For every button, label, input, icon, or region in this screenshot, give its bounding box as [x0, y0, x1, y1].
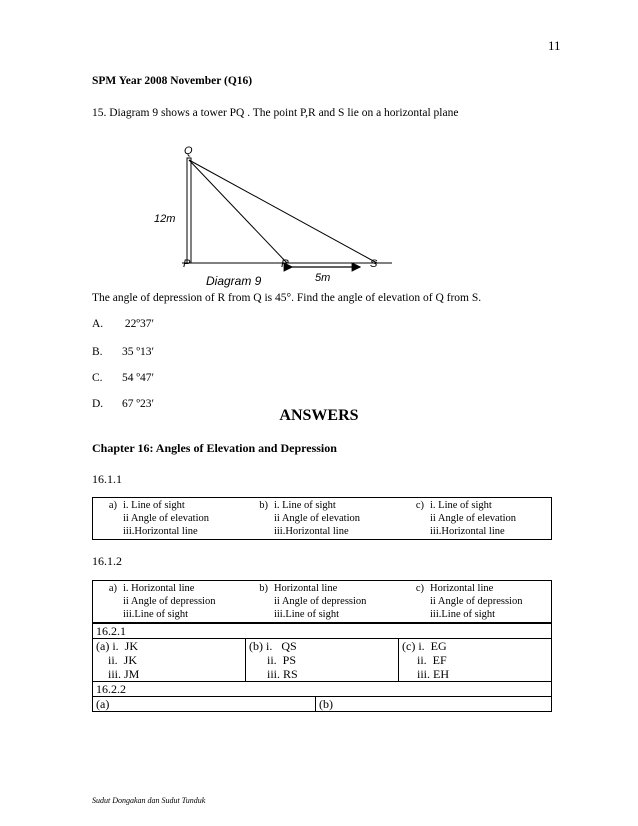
label-p: P — [183, 258, 191, 270]
answer-cell: c) Horizontal line ii Angle of depression iii.Line of sight — [415, 583, 523, 620]
option-d: D. 67 º23′ — [92, 398, 154, 410]
section-16-1-1-table — [92, 497, 552, 540]
tower — [187, 158, 191, 263]
answer-cell: c) i. Line of sight ii Angle of elevation iii.Horizontal line — [415, 500, 517, 537]
diagram-9 — [92, 130, 412, 290]
option-c: C. 54 º47′ — [92, 372, 154, 384]
label-q: Q — [184, 145, 193, 157]
answer-cell: (c) i. EG ii. EF iii. EH — [402, 639, 449, 681]
chapter-title: Chapter 16: Angles of Elevation and Depression — [92, 441, 337, 455]
section-16-2-1-table — [92, 638, 552, 681]
label-s: S — [370, 258, 378, 270]
answer-cell-a: (a) — [93, 697, 316, 711]
option-b: B. 35 º13′ — [92, 346, 154, 358]
answer-cell: a) i. Horizontal line ii Angle of depression iii.Line of sight — [108, 583, 216, 620]
section-16-2-1-title: 16.2.1 — [92, 623, 552, 638]
line-qs — [189, 160, 377, 263]
line-qr — [189, 160, 287, 263]
question-heading: SPM Year 2008 November (Q16) — [92, 75, 253, 87]
question-text: 15. Diagram 9 shows a tower PQ . The point P,R and S lie on a horizontal plane — [92, 107, 459, 119]
answer-cell: (a) i. JK ii. JK iii. JM — [93, 639, 246, 681]
section-16-2-block — [92, 623, 552, 712]
section-16-1-2-title: 16.1.2 — [92, 554, 122, 568]
answer-cell: b) i. Line of sight ii Angle of elevation iii.Horizontal line — [259, 500, 360, 537]
page-number: 11 — [548, 38, 561, 53]
distance-label: 5m — [315, 272, 331, 284]
height-label: 12m — [154, 213, 176, 225]
section-16-1-1-title: 16.1.1 — [92, 472, 122, 486]
label-r: R — [281, 258, 289, 270]
answer-cell-b: (b) — [319, 697, 333, 711]
section-16-2-2-table — [92, 696, 552, 712]
answer-cell: (b) i. QS ii. PS iii. RS — [246, 639, 399, 681]
answer-cell: a) i. Line of sight ii Angle of elevation iii.Horizontal line — [108, 500, 210, 537]
answers-title: ANSWERS — [279, 407, 359, 424]
section-16-2-2-title: 16.2.2 — [92, 681, 552, 696]
option-a: A. 22º37′ — [92, 318, 154, 330]
page-footer: Sudut Dongakan dan Sudut Tunduk — [92, 796, 206, 805]
diagram-caption: Diagram 9 — [206, 274, 262, 288]
answer-cell: b) Horizontal line ii Angle of depression iii.Line of sight — [259, 583, 367, 620]
section-16-1-2-table — [92, 580, 552, 623]
question-statement: The angle of depression of R from Q is 45°. Find the angle of elevation of Q from S. — [92, 292, 482, 304]
